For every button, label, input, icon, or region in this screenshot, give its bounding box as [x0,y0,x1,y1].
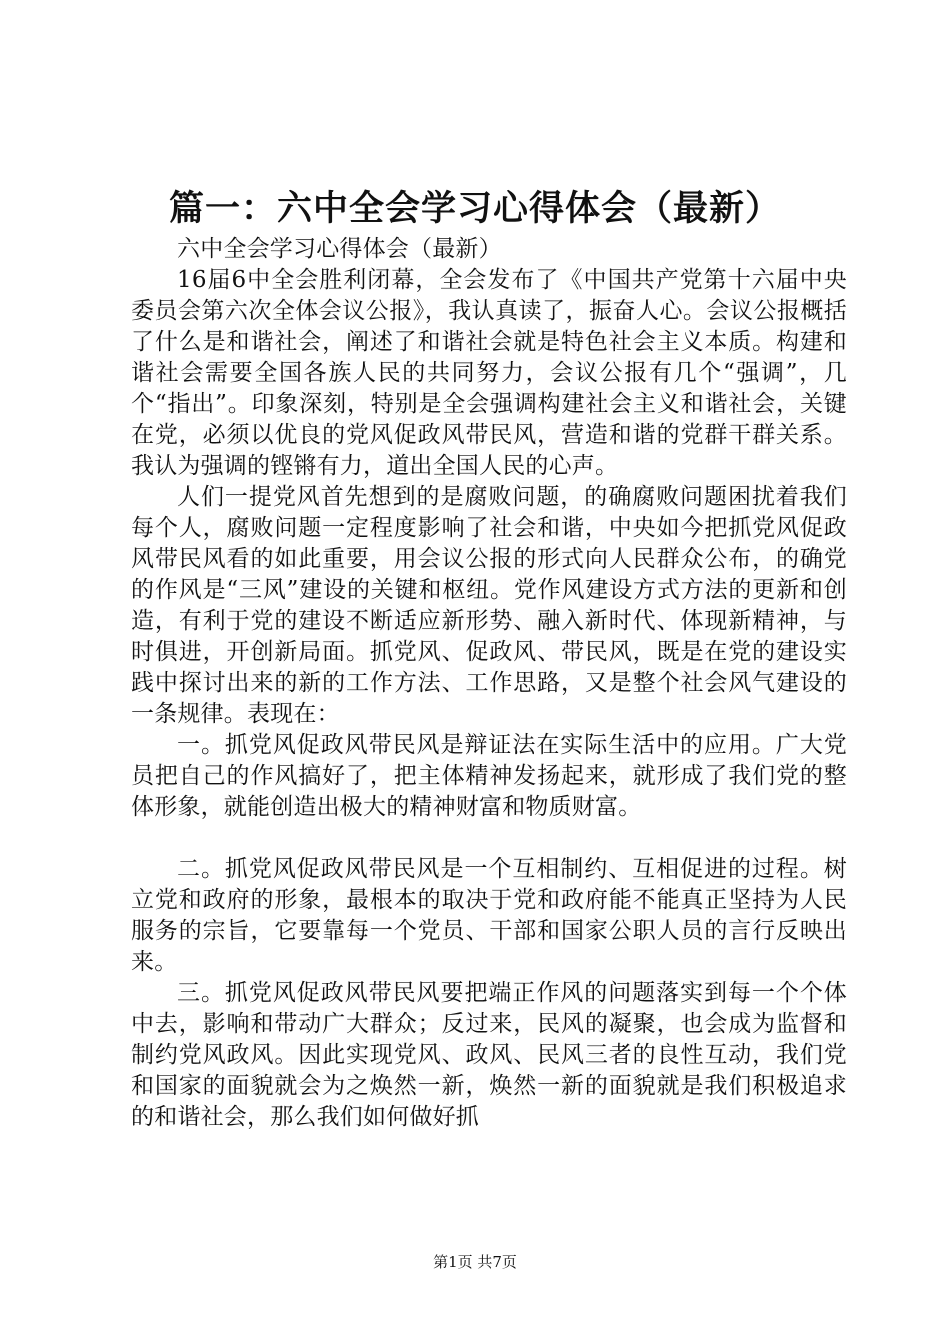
body-paragraph: 一。抓党风促政风带民风是辩证法在实际生活中的应用。广大党员把自己的作风搞好了，把主体精神发扬起来，就形成了我们党的整体形象，就能创造出极大的精神财富和物质财富。 [131,732,847,820]
body-paragraph: 16届6中全会胜利闭幕，全会发布了《中国共产党第十六届中央委员会第六次全体会议公报》，我认真读了，振奋人心。会议公报概括了什么是和谐社会，阐述了和谐社会就是特色社会主义本质。构建和谐社会需要全国各族人民的共同努力，会议公报有几个“强调”，几个“指出”。印象深刻，特别是全会强调构建社会主义和谐社会，关键在党，必须以优良的党风促政风带民风，营造和谐的党群干群关系。我认为强调的铿锵有力，道出全国人民的心声。 [131,267,847,479]
page-footer: 第1页 共7页 [433,1253,517,1271]
body-paragraph: 人们一提党风首先想到的是腐败问题，的确腐败问题困扰着我们每个人，腐败问题一定程度影响了社会和谐，中央如今把抓党风促政风带民风看的如此重要，用会议公报的形式向人民群众公布，的确党的作风是“三风”建设的关键和枢纽。党作风建设方式方法的更新和创造，有利于党的建设不断适应新形势、融入新时代、体现新精神，与时俱进，开创新局面。抓党风、促政风、带民风，既是在党的建设实践中探讨出来的新的工作方法、工作思路，又是整个社会风气建设的一条规律。表现在： [131,484,847,727]
subtitle-paragraph: 六中全会学习心得体会（最新） [177,236,502,262]
document-title: 篇一：六中全会学习心得体会（最新） [168,188,781,229]
body-paragraph: 三。抓党风促政风带民风要把端正作风的问题落实到每一个个体中去，影响和带动广大群众；反过来，民风的凝聚，也会成为监督和制约党风政风。因此实现党风、政风、民风三者的良性互动，我们党和国家的面貌就会为之焕然一新，焕然一新的面貌就是我们积极追求的和谐社会，那么我们如何做好抓 [131,980,847,1130]
document-body [131,234,847,1133]
body-paragraph: 二。抓党风促政风带民风是一个互相制约、互相促进的过程。树立党和政府的形象，最根本的取决于党和政府能不能真正坚持为人民服务的宗旨，它要靠每一个党员、干部和国家公职人员的言行反映出来。 [131,856,847,975]
